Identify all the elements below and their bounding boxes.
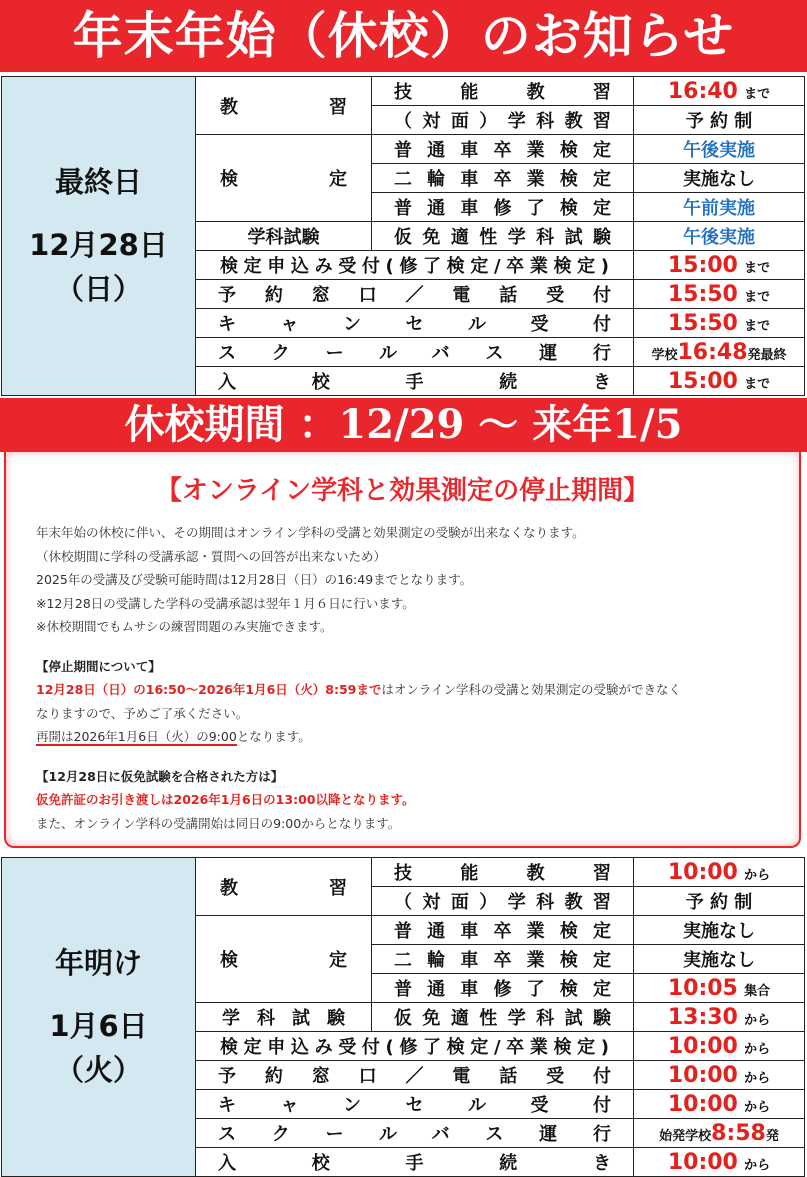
notice-line-1: 年末年始の休校に伴い、その期間はオンライン学科の受講と効果測定の受験が出来なくなります。 <box>36 525 585 540</box>
value-ginou: 16:40 まで <box>634 77 805 106</box>
item-nirin-sotsu: 二輪車卒業検定 <box>372 164 634 193</box>
value-cancel-2: 10:00 から <box>634 1090 805 1119</box>
start-day-weekday: （火） <box>54 1053 142 1088</box>
pass-heading: 【12月28日に仮免試験を合格された方は】 <box>36 768 284 784</box>
restart-text: となります。 <box>236 729 311 744</box>
end-day-title: 最終日 <box>54 164 142 199</box>
item-kentei-uketsuke-2: 検定申込み受付(修了検定/卒業検定) <box>196 1032 634 1061</box>
item-futsu-shuryo-2: 普通車修了検定 <box>372 974 634 1003</box>
item-taimen: （対面）学科教習 <box>372 106 634 135</box>
online-stop-notice <box>4 452 801 848</box>
pass-last-line: また、オンライン学科の受講開始は同日の9:00からとなります。 <box>36 815 401 831</box>
notice-line-4: ※12月28日の受講した学科の受講承認は翌年１月６日に行います。 <box>36 595 415 611</box>
value-nirin-sotsu-2: 実施なし <box>634 945 805 974</box>
item-kentei-uketsuke: 検定申込み受付(修了検定/卒業検定) <box>196 251 634 280</box>
item-taimen-2: （対面）学科教習 <box>372 887 634 916</box>
item-yoyaku: 予約窓口／電話受付 <box>196 280 634 309</box>
value-taimen-2: 予 約 制 <box>634 887 805 916</box>
item-futsu-shuryo: 普通車修了検定 <box>372 193 634 222</box>
closure-period-banner: 休校期間 ：12/29 ～ 来年1/5 <box>0 398 807 452</box>
value-nyuko: 15:00 まで <box>634 367 805 396</box>
value-yoyaku: 15:50 まで <box>634 280 805 309</box>
stop-period-line-2: なりますので、予めご了承ください。 <box>36 705 249 721</box>
value-kentei-uketsuke: 15:00 まで <box>634 251 805 280</box>
value-kentei-uketsuke-2: 10:00 から <box>634 1032 805 1061</box>
restart-date: 再開は2026年1月6日（火）の9:00 <box>36 729 237 744</box>
item-karimen: 仮免適性学科試験 <box>372 222 634 251</box>
value-bus: 学校16:48発最終 <box>634 338 805 367</box>
item-futsu-sotsu-2: 普通車卒業検定 <box>372 916 634 945</box>
start-day-schedule-table <box>1 857 805 1177</box>
value-taimen: 予 約 制 <box>634 106 805 135</box>
item-yoyaku-2: 予約窓口／電話受付 <box>196 1061 634 1090</box>
category-kentei-2: 検 定 <box>196 916 372 1003</box>
start-day-cell <box>2 858 196 1177</box>
value-futsu-shuryo: 午前実施 <box>634 193 805 222</box>
stop-period-range: 12月28日（日）の16:50～2026年1月6日（火）8:59まで <box>36 682 382 697</box>
category-kyoshu-2: 教 習 <box>196 858 372 916</box>
item-karimen-2: 仮免適性学科試験 <box>372 1003 634 1032</box>
stop-period-text: はオンライン学科の受講と効果測定の受験ができなく <box>381 682 681 697</box>
category-gakka-shiken-2: 学科試験 <box>196 1003 372 1032</box>
restart-line <box>6 725 799 749</box>
notice-line-2: （休校期間に学科の受講承認・質問への回答が出来ないため） <box>36 548 387 564</box>
value-bus-2: 始発学校8:58発 <box>634 1119 805 1148</box>
item-nyuko-2: 入校手続き <box>196 1148 634 1177</box>
item-cancel-2: キャンセル受付 <box>196 1090 634 1119</box>
item-bus: スクールバス運行 <box>196 338 634 367</box>
notice-line-5: ※休校期間でもムサシの練習問題のみ実施できます。 <box>36 619 333 634</box>
pass-license-line: 仮免許証のお引き渡しは2026年1月6日の13:00以降となります。 <box>36 792 415 807</box>
start-day-date: 1月6日 <box>49 1008 148 1043</box>
item-ginou: 技 能 教 習 <box>372 77 634 106</box>
value-nyuko-2: 10:00 から <box>634 1148 805 1177</box>
category-kentei: 検 定 <box>196 135 372 222</box>
notice-line-3: 2025年の受講及び受験可能時間は12月28日（日）の16:49までとなります。 <box>36 572 473 587</box>
category-gakka-shiken: 学科試験 <box>196 222 372 251</box>
end-day-schedule-table <box>1 76 805 396</box>
notice-heading: 【オンライン学科と効果測定の停止期間】 <box>155 476 650 506</box>
end-day-date: 12月28日 <box>29 227 168 262</box>
value-karimen-2: 13:30 から <box>634 1003 805 1032</box>
item-nirin-sotsu-2: 二輪車卒業検定 <box>372 945 634 974</box>
value-futsu-shuryo-2: 10:05 集合 <box>634 974 805 1003</box>
value-futsu-sotsu: 午後実施 <box>634 135 805 164</box>
item-cancel: キャンセル受付 <box>196 309 634 338</box>
item-bus-2: スクールバス運行 <box>196 1119 634 1148</box>
value-nirin-sotsu: 実施なし <box>634 164 805 193</box>
value-cancel: 15:50 まで <box>634 309 805 338</box>
value-yoyaku-2: 10:00 から <box>634 1061 805 1090</box>
item-futsu-sotsu: 普通車卒業検定 <box>372 135 634 164</box>
end-day-weekday: （日） <box>54 272 142 307</box>
value-karimen: 午後実施 <box>634 222 805 251</box>
end-day-cell <box>2 77 196 396</box>
category-kyoshu: 教 習 <box>196 77 372 135</box>
value-ginou-2: 10:00 から <box>634 858 805 887</box>
item-ginou-2: 技 能 教 習 <box>372 858 634 887</box>
item-nyuko: 入校手続き <box>196 367 634 396</box>
value-futsu-sotsu-2: 実施なし <box>634 916 805 945</box>
top-banner: 年末年始（休校）のお知らせ <box>0 0 807 72</box>
stop-period-heading: 【停止期間について】 <box>36 658 161 674</box>
start-day-title: 年明け <box>54 945 142 980</box>
stop-period-line <box>6 678 799 702</box>
